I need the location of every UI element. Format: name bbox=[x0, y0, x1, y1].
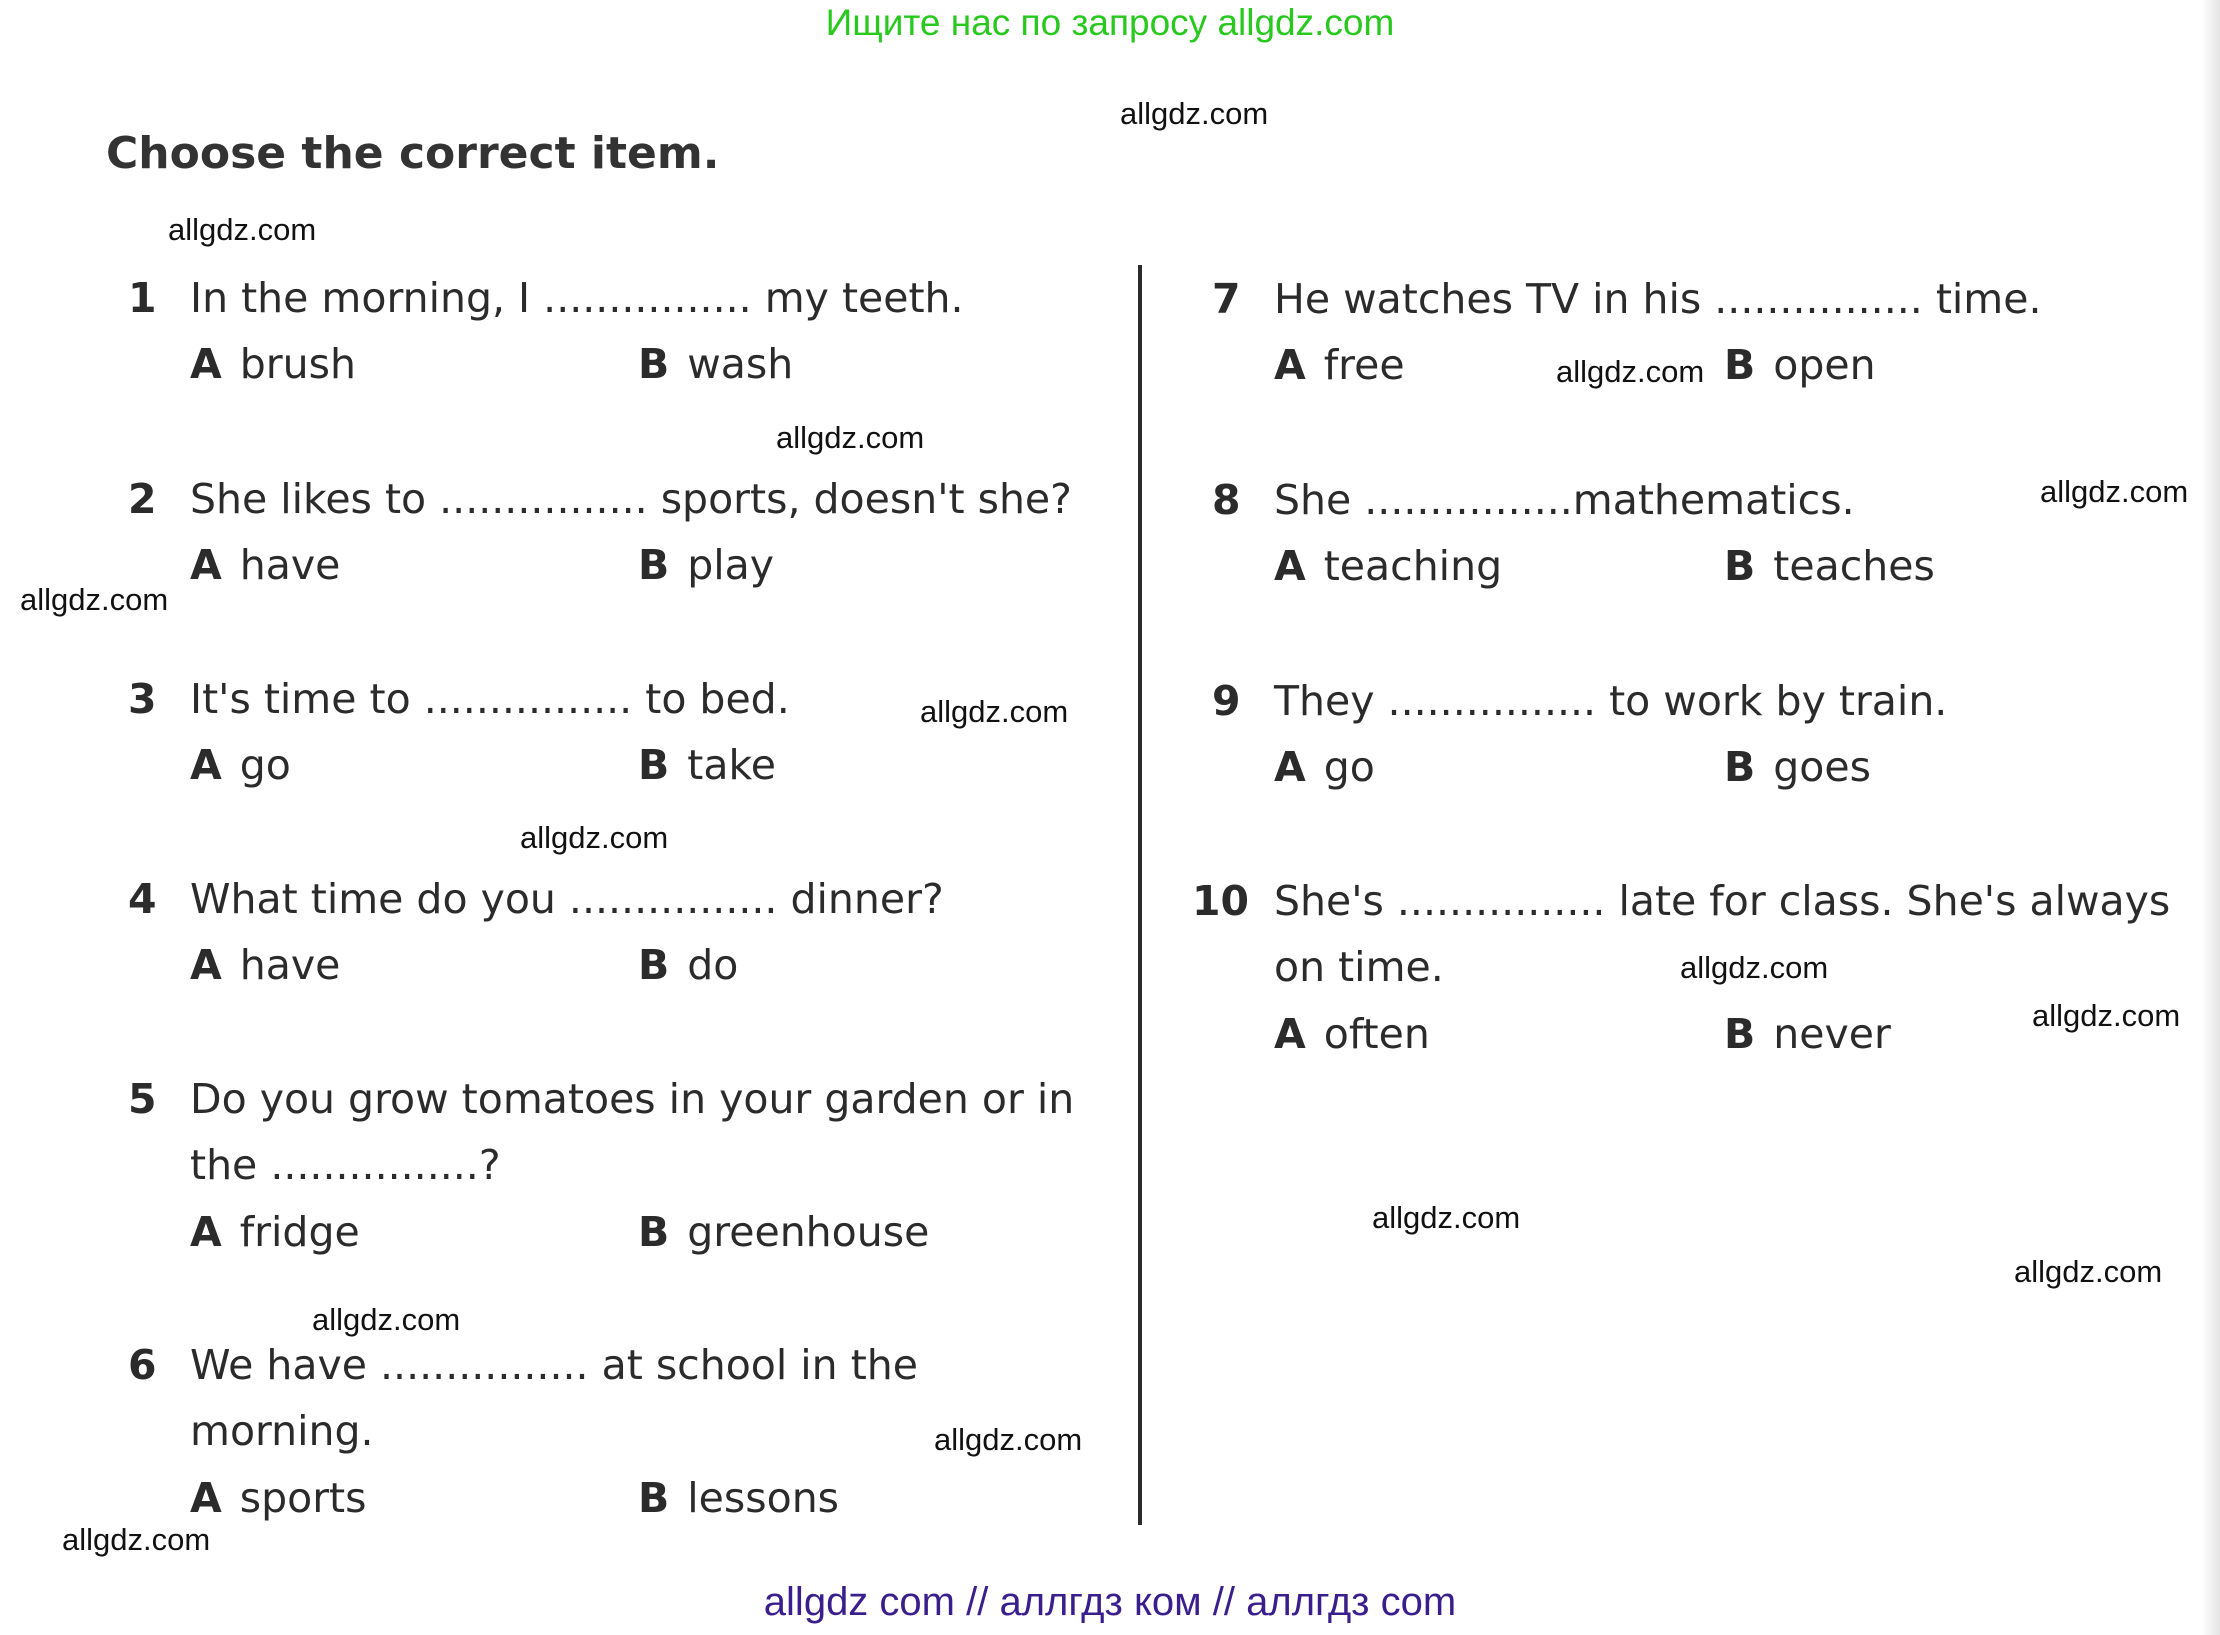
option-text: never bbox=[1773, 1010, 1891, 1058]
exercise-instruction: Choose the correct item. bbox=[106, 128, 720, 179]
page-edge-shadow bbox=[2202, 0, 2220, 1635]
option-text: have bbox=[239, 941, 341, 989]
question-number: 3 bbox=[128, 675, 157, 723]
option-b[interactable] bbox=[638, 732, 776, 798]
option-letter: B bbox=[638, 1474, 670, 1522]
option-letter: B bbox=[638, 541, 670, 589]
option-letter: B bbox=[638, 1208, 670, 1256]
option-text: do bbox=[687, 941, 739, 989]
watermark: allgdz.com bbox=[2014, 1254, 2163, 1289]
question-number: 8 bbox=[1212, 476, 1241, 524]
option-a[interactable] bbox=[1274, 533, 1502, 599]
question-number: 1 bbox=[128, 274, 157, 322]
option-text: play bbox=[687, 541, 775, 589]
watermark: allgdz.com bbox=[312, 1302, 461, 1337]
option-letter: B bbox=[1724, 341, 1756, 389]
question-9 bbox=[1212, 668, 2192, 808]
question-3 bbox=[128, 666, 1118, 806]
site-footer-links[interactable]: allgdz com // аллгдз ком // аллгдз com bbox=[763, 1580, 1457, 1624]
option-b[interactable] bbox=[1724, 533, 1935, 599]
option-letter: B bbox=[638, 941, 670, 989]
question-stem: What time do you ................ dinner? bbox=[190, 875, 944, 923]
question-2 bbox=[128, 466, 1118, 606]
option-text: open bbox=[1773, 341, 1876, 389]
watermark: allgdz.com bbox=[2040, 474, 2189, 509]
option-letter: A bbox=[190, 1474, 222, 1522]
option-letter: A bbox=[190, 541, 222, 589]
option-letter: B bbox=[638, 340, 670, 388]
question-number: 5 bbox=[128, 1075, 157, 1123]
watermark: allgdz.com bbox=[1372, 1200, 1521, 1235]
site-search-banner[interactable]: Ищите нас по запросу allgdz.com bbox=[825, 2, 1395, 43]
watermark: allgdz.com bbox=[62, 1522, 211, 1557]
question-stem: Do you grow tomatoes in your garden or in the ................? bbox=[190, 1075, 1075, 1189]
watermark: allgdz.com bbox=[1556, 354, 1705, 389]
option-text: teaches bbox=[1773, 542, 1935, 590]
option-b[interactable] bbox=[638, 1465, 839, 1531]
question-number: 10 bbox=[1192, 877, 1250, 925]
option-text: greenhouse bbox=[687, 1208, 930, 1256]
watermark: allgdz.com bbox=[2032, 998, 2181, 1033]
option-text: sports bbox=[239, 1474, 367, 1522]
option-b[interactable] bbox=[638, 532, 774, 598]
option-b[interactable] bbox=[638, 331, 793, 397]
option-a[interactable] bbox=[190, 932, 340, 998]
question-number: 2 bbox=[128, 475, 157, 523]
option-b[interactable] bbox=[1724, 734, 1871, 800]
option-text: often bbox=[1323, 1010, 1430, 1058]
question-5 bbox=[128, 1066, 1118, 1276]
watermark: allgdz.com bbox=[934, 1422, 1083, 1457]
option-b[interactable] bbox=[638, 1199, 929, 1265]
watermark: allgdz.com bbox=[1680, 950, 1829, 985]
option-a[interactable] bbox=[1274, 1001, 1430, 1067]
option-text: go bbox=[1323, 743, 1375, 791]
question-number: 9 bbox=[1212, 677, 1241, 725]
option-letter: A bbox=[190, 741, 222, 789]
option-text: go bbox=[239, 741, 291, 789]
watermark: allgdz.com bbox=[520, 820, 669, 855]
question-stem: In the morning, I ................ my teeth. bbox=[190, 274, 964, 322]
option-text: lessons bbox=[687, 1474, 840, 1522]
option-letter: A bbox=[1274, 341, 1306, 389]
question-4 bbox=[128, 866, 1118, 1006]
option-letter: B bbox=[1724, 1010, 1756, 1058]
option-letter: A bbox=[190, 941, 222, 989]
option-b[interactable] bbox=[1724, 332, 1876, 398]
watermark: allgdz.com bbox=[20, 582, 169, 617]
option-a[interactable] bbox=[1274, 734, 1375, 800]
option-letter: A bbox=[1274, 1010, 1306, 1058]
option-text: take bbox=[687, 741, 776, 789]
watermark: allgdz.com bbox=[920, 694, 1069, 729]
option-letter: A bbox=[190, 340, 222, 388]
question-stem: We have ................ at school in the morning. bbox=[190, 1341, 918, 1455]
watermark: allgdz.com bbox=[168, 212, 317, 247]
question-stem: She likes to ................ sports, doesn't she? bbox=[190, 475, 1072, 523]
option-text: wash bbox=[687, 340, 794, 388]
option-a[interactable] bbox=[190, 1465, 367, 1531]
option-a[interactable] bbox=[190, 732, 291, 798]
option-letter: B bbox=[638, 741, 670, 789]
watermark: allgdz.com bbox=[1120, 96, 1269, 131]
question-number: 4 bbox=[128, 875, 157, 923]
option-text: have bbox=[239, 541, 341, 589]
option-text: teaching bbox=[1323, 542, 1503, 590]
option-letter: B bbox=[1724, 542, 1756, 590]
option-a[interactable] bbox=[190, 331, 356, 397]
column-divider bbox=[1138, 265, 1142, 1525]
watermark: allgdz.com bbox=[776, 420, 925, 455]
option-text: goes bbox=[1773, 743, 1871, 791]
option-a[interactable] bbox=[1274, 332, 1405, 398]
question-stem: It's time to ................ to bed. bbox=[190, 675, 790, 723]
question-stem: She's ................ late for class. She's always on time. bbox=[1274, 877, 2171, 991]
question-stem: She ................mathematics. bbox=[1274, 476, 1855, 524]
option-letter: B bbox=[1724, 743, 1756, 791]
question-1 bbox=[128, 265, 1118, 405]
question-number: 7 bbox=[1212, 275, 1241, 323]
option-letter: A bbox=[190, 1208, 222, 1256]
option-letter: A bbox=[1274, 743, 1306, 791]
option-a[interactable] bbox=[190, 532, 340, 598]
option-letter: A bbox=[1274, 542, 1306, 590]
option-a[interactable] bbox=[190, 1199, 360, 1265]
question-stem: He watches TV in his ................ time. bbox=[1274, 275, 2042, 323]
option-b[interactable] bbox=[1724, 1001, 1891, 1067]
option-text: free bbox=[1323, 341, 1405, 389]
option-text: brush bbox=[239, 340, 356, 388]
option-text: fridge bbox=[239, 1208, 360, 1256]
question-stem: They ................ to work by train. bbox=[1274, 677, 1948, 725]
option-b[interactable] bbox=[638, 932, 738, 998]
question-number: 6 bbox=[128, 1341, 157, 1389]
